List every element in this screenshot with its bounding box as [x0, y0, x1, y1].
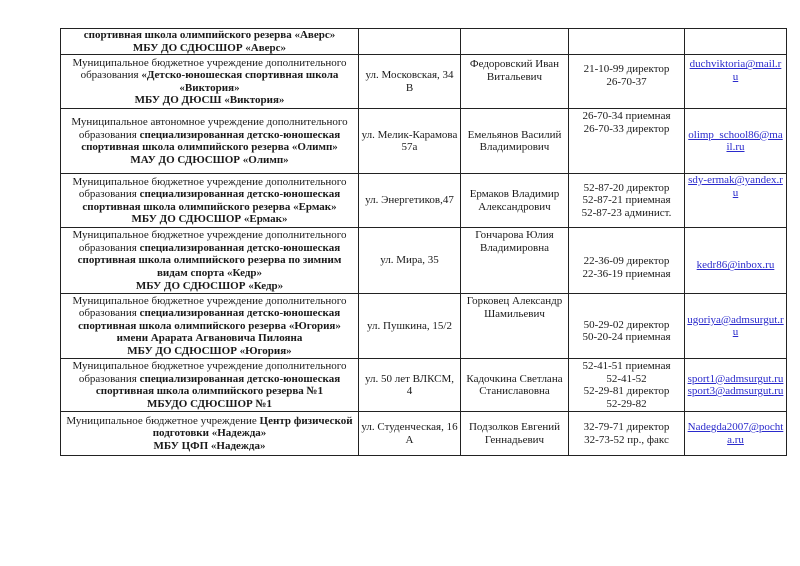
phone-line: 26-70-37	[606, 75, 647, 88]
email-cell	[685, 359, 787, 412]
sports-schools-table	[60, 28, 787, 456]
phone-line: 52-87-21 приемная	[582, 194, 671, 207]
organization-cell	[61, 228, 359, 294]
organization-cell	[61, 109, 359, 174]
org-short-name: МБУ ДО СДЮСШОР «Югория»	[127, 345, 292, 358]
address-cell: ул. Пушкина, 15/2	[359, 294, 461, 359]
email-cell	[685, 55, 787, 109]
address-cell: ул. Мелик-Карамова 57а	[359, 109, 461, 174]
email-link[interactable]: olimp_school86@mail.ru	[688, 128, 783, 154]
phones-cell	[569, 29, 685, 55]
phones-cell	[569, 55, 685, 109]
phones-cell	[569, 294, 685, 359]
table-row	[61, 29, 787, 55]
address-cell: ул. 50 лет ВЛКСМ, 4	[359, 359, 461, 412]
org-short-name: МБУДО СДЮСШОР №1	[146, 397, 273, 410]
email-cell	[685, 29, 787, 55]
phone-line: 22-36-09 директор	[583, 255, 670, 268]
phone-line: 32-79-71 директор	[583, 421, 670, 434]
organization-cell	[61, 412, 359, 456]
table-row	[61, 174, 787, 228]
email-link[interactable]: kedr86@inbox.ru	[696, 259, 775, 272]
email-link[interactable]: sport1@admsurgut.ru	[687, 372, 784, 385]
table-row	[61, 55, 787, 109]
director-cell	[461, 29, 569, 55]
phone-line: 52-87-23 админист.	[581, 206, 672, 219]
org-type: Муниципальное бюджетное учреждение дополнительного образования	[72, 360, 347, 385]
phone-line: 52-29-81 директор	[583, 385, 670, 398]
phones-cell	[569, 359, 685, 412]
org-full-name-bold: «Детско-юношеская спортивная школа «Виктория»	[141, 69, 339, 94]
org-type: Муниципальное бюджетное учреждение дополнительного образования	[72, 229, 347, 254]
organization-cell	[61, 55, 359, 109]
phones-cell	[569, 228, 685, 294]
director-cell: Горковец Александр Шамильевич	[461, 294, 569, 359]
org-full-name-bold: специализированная детско-юношеская спортивная школа олимпийского резерва №1	[95, 372, 341, 398]
email-cell	[685, 174, 787, 228]
org-short-name: МБУ ЦФП «Надежда»	[153, 439, 266, 452]
org-full-name-bold: Центр физической подготовки «Надежда»	[152, 414, 353, 440]
org-type: Муниципальное бюджетное учреждение	[66, 414, 260, 427]
email-link[interactable]: sdy-ermak@yandex.ru	[688, 174, 783, 199]
email-cell	[685, 294, 787, 359]
org-type: Муниципальное автономное учреждение дополнительного образования	[71, 116, 348, 141]
email-cell	[685, 228, 787, 294]
phone-line: 52-41-52	[606, 372, 647, 385]
email-link[interactable]: ugoriya@admsurgut.ru	[687, 313, 784, 339]
phone-line: 50-29-02 директор	[583, 318, 670, 331]
org-full-name-bold: специализированная детско-юношеская спортивная школа олимпийского резерва по зимним видам спорта «Кедр»	[77, 241, 342, 279]
phones-cell	[569, 174, 685, 228]
org-full-name-bold: спортивная школа олимпийского резерва «Аверс»	[83, 29, 336, 41]
org-full-name-bold: специализированная детско-юношеская спортивная школа олимпийского резерва «Югория» имени Арарата Агвановича Пилояна	[78, 307, 341, 345]
org-short-name: МБУ ДО СДЮСШОР «Кедр»	[135, 279, 284, 292]
organization-cell	[61, 359, 359, 412]
org-type: Муниципальное бюджетное учреждение дополнительного образования	[72, 294, 347, 320]
email-cell	[685, 412, 787, 456]
address-cell: ул. Мира, 35	[359, 228, 461, 294]
org-short-name: МБУ ДО СДЮСШОР «Ермак»	[131, 213, 288, 226]
phone-line: 32-73-52 пр., факс	[584, 433, 669, 446]
email-link[interactable]: duchviktoria@mail.ru	[689, 58, 782, 83]
phone-line: 26-70-34 приемная	[582, 110, 671, 123]
organization-cell	[61, 294, 359, 359]
phones-cell	[569, 109, 685, 174]
phone-line: 52-29-82	[606, 397, 647, 410]
org-full-name-bold: специализированная детско-юношеская спортивная школа олимпийского резерва «Олимп»	[81, 128, 341, 154]
table-row	[61, 228, 787, 294]
phones-cell	[569, 412, 685, 456]
email-link[interactable]: sport3@admsurgut.ru	[687, 385, 784, 398]
director-cell: Ермаков Владимир Александрович	[461, 174, 569, 228]
address-cell: ул. Студенческая, 16 А	[359, 412, 461, 456]
director-cell: Федоровский Иван Витальевич	[461, 55, 569, 109]
org-type: Муниципальное бюджетное учреждение дополнительного образования	[72, 56, 347, 82]
phone-line: 22-36-19 приемная	[582, 267, 671, 280]
phone-line: 52-41-51 приемная	[582, 360, 671, 372]
org-short-name: МБУ ДО ДЮСШ «Виктория»	[134, 94, 285, 107]
email-cell	[685, 109, 787, 174]
phone-line: 26-70-33 директор	[583, 122, 670, 135]
email-link[interactable]: Nadegda2007@pochta.ru	[687, 421, 784, 446]
director-cell: Подзолков Евгений Геннадьевич	[461, 412, 569, 456]
organization-cell	[61, 174, 359, 228]
table-row	[61, 109, 787, 174]
table-row	[61, 359, 787, 412]
director-cell: Кадочкина Светлана Станиславовна	[461, 359, 569, 412]
director-cell: Гончарова Юлия Владимировна	[461, 228, 569, 294]
address-cell	[359, 29, 461, 55]
address-cell: ул. Энергетиков,47	[359, 174, 461, 228]
phone-line: 50-20-24 приемная	[582, 331, 671, 344]
table-row	[61, 294, 787, 359]
org-full-name-bold: специализированная детско-юношеская спортивная школа олимпийского резерва «Ермак»	[82, 188, 341, 213]
org-short-name: МБУ ДО СДЮСШОР «Аверс»	[132, 41, 287, 54]
table-row	[61, 412, 787, 456]
director-cell: Емельянов Василий Владимирович	[461, 109, 569, 174]
phone-line: 21-10-99 директор	[583, 63, 670, 76]
address-cell: ул. Московская, 34 В	[359, 55, 461, 109]
org-short-name: МАУ ДО СДЮСШОР «Олимп»	[130, 153, 289, 166]
phone-line: 52-87-20 директор	[583, 181, 670, 194]
organization-cell	[61, 29, 359, 55]
org-type: Муниципальное бюджетное учреждение дополнительного образования	[72, 175, 347, 201]
